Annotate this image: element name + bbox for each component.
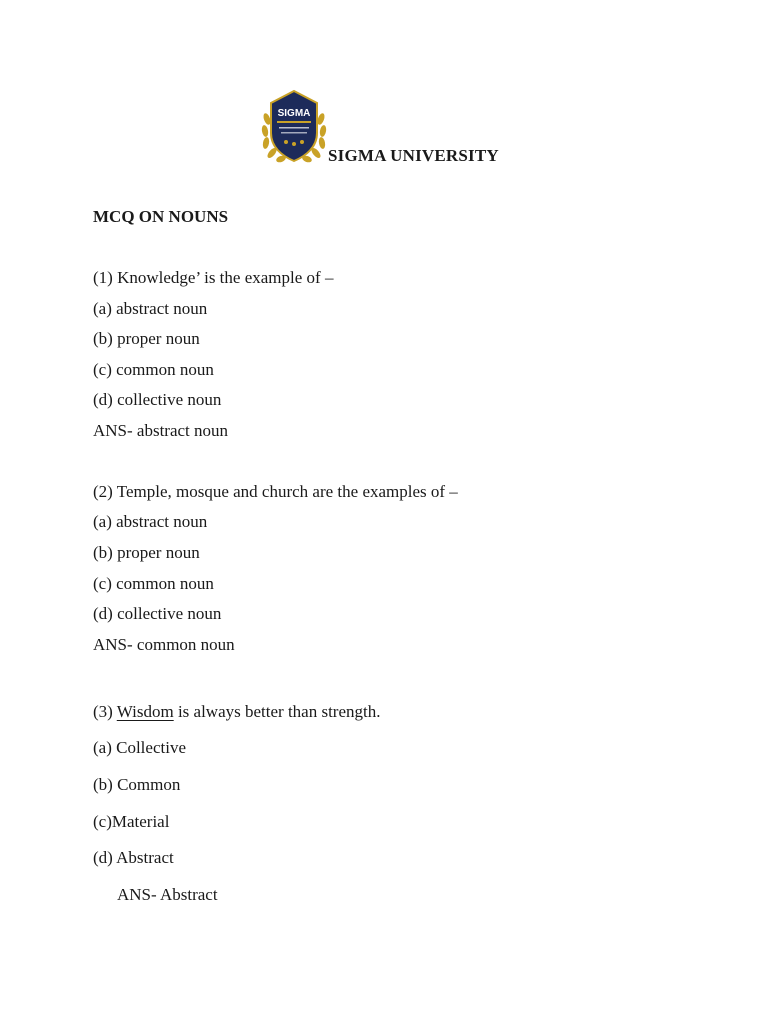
question-1-option-a: (a) abstract noun (93, 299, 208, 318)
question-1-text: (1) Knowledge’ is the example of – (93, 268, 334, 287)
question-3-answer: ANS- Abstract (117, 885, 218, 904)
question-2-option-a: (a) abstract noun (93, 512, 208, 531)
question-1-option-b: (b) proper noun (93, 329, 200, 348)
question-2-option-c: (c) common noun (93, 574, 214, 593)
question-3-option-c: (c)Material (93, 812, 170, 831)
shield-icon (271, 91, 317, 161)
university-name: SIGMA UNIVERSITY (328, 146, 499, 165)
question-1-option-d: (d) collective noun (93, 390, 222, 409)
sigma-university-logo (259, 89, 329, 165)
question-3-text (93, 702, 380, 722)
logo-text: SIGMA (277, 108, 311, 119)
question-2-text: (2) Temple, mosque and church are the examples of – (93, 482, 458, 501)
question-3-option-a: (a) Collective (93, 738, 186, 757)
question-1-answer: ANS- abstract noun (93, 421, 229, 440)
question-3-option-d: (d) Abstract (93, 848, 174, 867)
question-2-option-d: (d) collective noun (93, 604, 222, 623)
question-2-answer: ANS- common noun (93, 635, 235, 654)
question-3-prefix: (3) (93, 702, 117, 721)
question-1-option-c: (c) common noun (93, 360, 214, 379)
question-3-option-b: (b) Common (93, 775, 181, 794)
question-2-option-b: (b) proper noun (93, 543, 200, 562)
question-3-underlined-word: Wisdom (116, 702, 174, 721)
question-3-suffix: is always better than strength. (173, 702, 381, 721)
document-title: MCQ ON NOUNS (93, 207, 229, 226)
